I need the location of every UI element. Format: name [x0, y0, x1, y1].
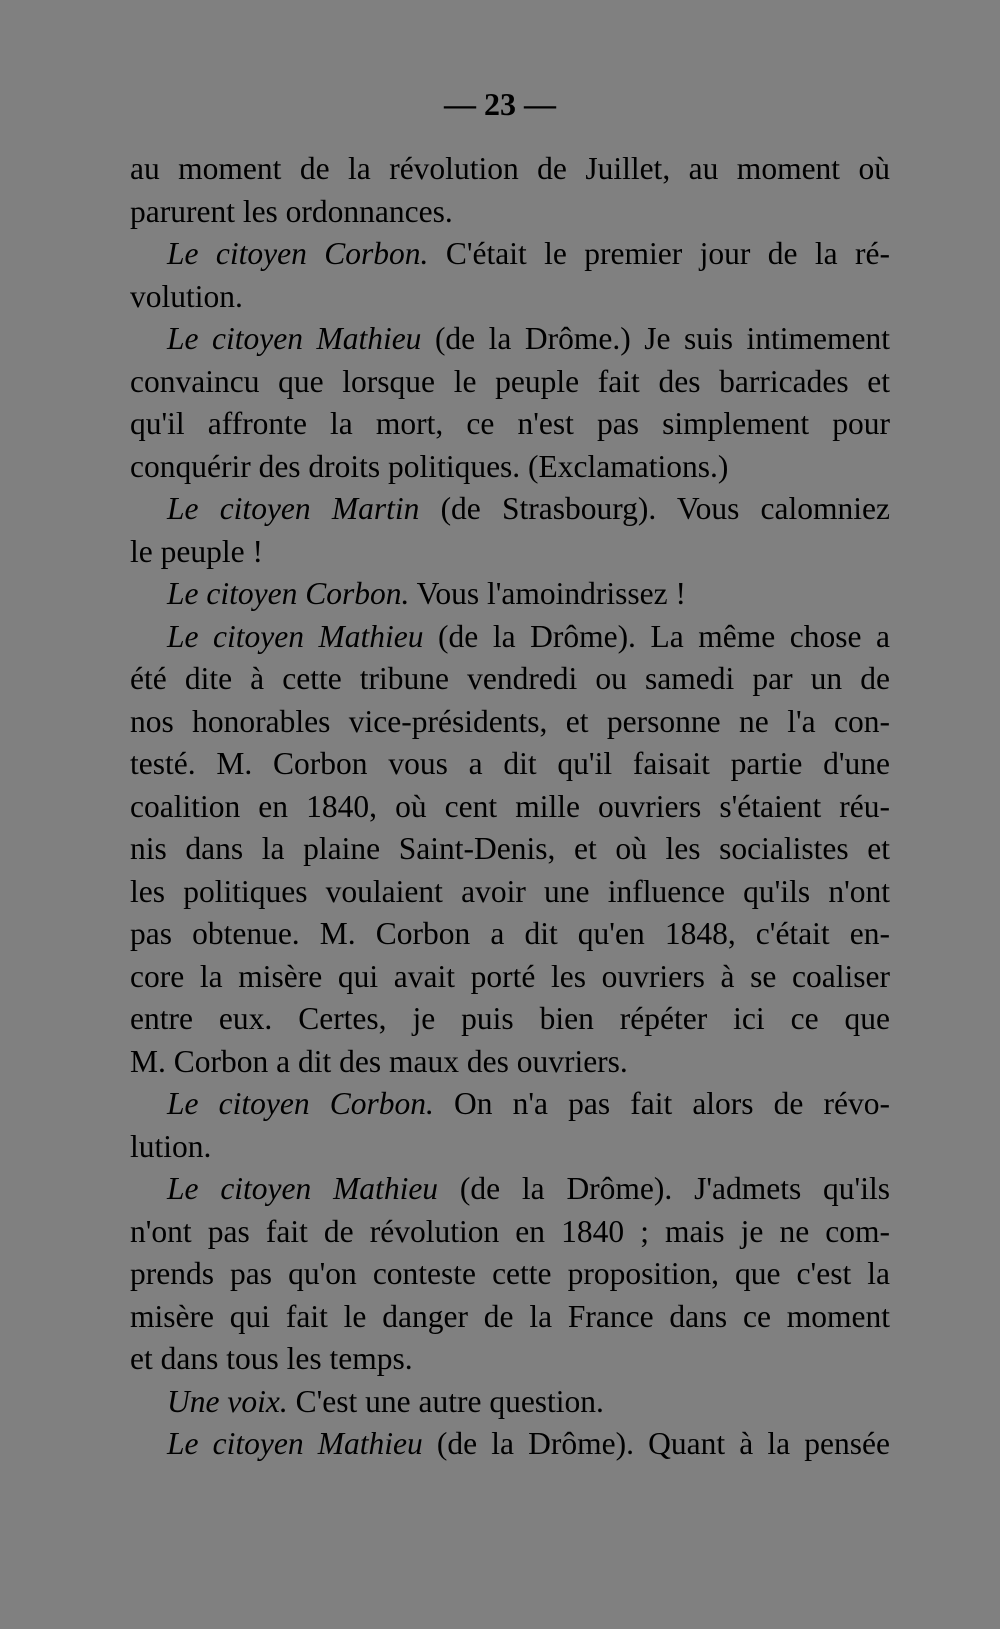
page-number: — 23 —	[444, 86, 556, 122]
speaker-name: Une voix.	[167, 1383, 288, 1419]
line-text: au moment de la révolution de Juillet, au moment où	[130, 151, 890, 186]
line-text: nos honorables vice-présidents, et personne ne l'a con-	[130, 703, 890, 739]
text-line	[130, 488, 890, 531]
speaker-name: Le citoyen Corbon.	[167, 236, 429, 271]
text-line	[130, 1168, 890, 1211]
line-text: (de la Drôme). J'admets qu'ils	[438, 1171, 890, 1206]
text-line	[130, 913, 890, 956]
text-line	[130, 361, 890, 404]
speaker-name: Le citoyen Mathieu	[167, 1171, 439, 1206]
line-text: et dans tous les temps.	[130, 1341, 413, 1376]
line-text: pas obtenue. M. Corbon a dit qu'en 1848, c'était en-	[130, 916, 890, 951]
line-text: testé. M. Corbon vous a dit qu'il faisait partie d'une	[130, 746, 890, 781]
text-line	[130, 701, 890, 744]
text-line	[130, 828, 890, 871]
line-text: été dite à cette tribune vendredi ou samedi par un de	[130, 661, 890, 696]
line-text: core la misère qui avait porté les ouvriers à se coaliser	[130, 958, 890, 994]
speaker-name: Le citoyen Corbon.	[167, 1086, 434, 1121]
line-text: n'ont pas fait de révolution en 1840 ; mais je ne com-	[130, 1213, 890, 1249]
text-line	[130, 191, 890, 234]
text-line	[130, 1423, 890, 1466]
text-line	[130, 1041, 890, 1084]
line-text: conquérir des droits politiques. (Exclamations.)	[130, 448, 729, 484]
text-line	[130, 148, 890, 191]
speaker-name: Le citoyen Corbon.	[167, 576, 410, 611]
line-text: M. Corbon a dit des maux des ouvriers.	[130, 1043, 628, 1079]
text-line	[130, 233, 890, 276]
text-line	[130, 403, 890, 446]
text-line	[130, 276, 890, 319]
text-line	[130, 1296, 890, 1339]
text-line	[130, 871, 890, 914]
line-text: coalition en 1840, où cent mille ouvriers s'étaient réu-	[130, 788, 890, 824]
text-line	[130, 1211, 890, 1254]
body-text	[130, 148, 890, 1466]
text-line	[130, 1381, 890, 1424]
text-line	[130, 1083, 890, 1126]
text-line	[130, 743, 890, 786]
line-text: Vous l'amoindrissez !	[409, 576, 686, 611]
text-line	[130, 446, 890, 489]
speaker-name: Le citoyen Mathieu	[167, 618, 424, 654]
text-line	[130, 1126, 890, 1169]
speaker-name: Le citoyen Mathieu	[167, 321, 422, 356]
line-text: (de la Drôme). Quant à la pensée	[422, 1426, 891, 1461]
line-text: le peuple !	[130, 533, 263, 569]
line-text: convaincu que lorsque le peuple fait des barricades et	[130, 363, 890, 399]
line-text: C'est une autre question.	[287, 1383, 604, 1419]
line-text: parurent les ordonnances.	[130, 193, 453, 229]
text-line	[130, 616, 890, 659]
text-line	[130, 531, 890, 574]
line-text: (de la Drôme.) Je suis intimement	[421, 321, 890, 356]
text-line	[130, 1338, 890, 1381]
text-line	[130, 956, 890, 999]
text-line	[130, 786, 890, 829]
text-line	[130, 998, 890, 1041]
line-text: qu'il affronte la mort, ce n'est pas simplement pour	[130, 406, 890, 441]
line-text: les politiques voulaient avoir une influence qu'ils n'ont	[130, 873, 890, 909]
line-text: On n'a pas fait alors de révo-	[433, 1086, 890, 1121]
text-line	[130, 318, 890, 361]
line-text: nis dans la plaine Saint-Denis, et où les socialistes et	[130, 831, 890, 866]
speaker-name: Le citoyen Martin	[167, 491, 420, 526]
speaker-name: Le citoyen Mathieu	[167, 1426, 423, 1461]
text-line	[130, 658, 890, 701]
text-line	[130, 573, 890, 616]
line-text: entre eux. Certes, je puis bien répéter ici ce que	[130, 1001, 890, 1036]
text-line	[130, 1253, 890, 1296]
line-text: (de Strasbourg). Vous calomniez	[419, 491, 890, 526]
line-text: lution.	[130, 1128, 212, 1164]
line-text: (de la Drôme). La même chose a	[423, 618, 890, 654]
line-text: misère qui fait le danger de la France dans ce moment	[130, 1298, 890, 1334]
line-text: volution.	[130, 278, 243, 314]
line-text: prends pas qu'on conteste cette proposition, que c'est la	[130, 1256, 890, 1291]
line-text: C'était le premier jour de la ré-	[428, 236, 890, 271]
